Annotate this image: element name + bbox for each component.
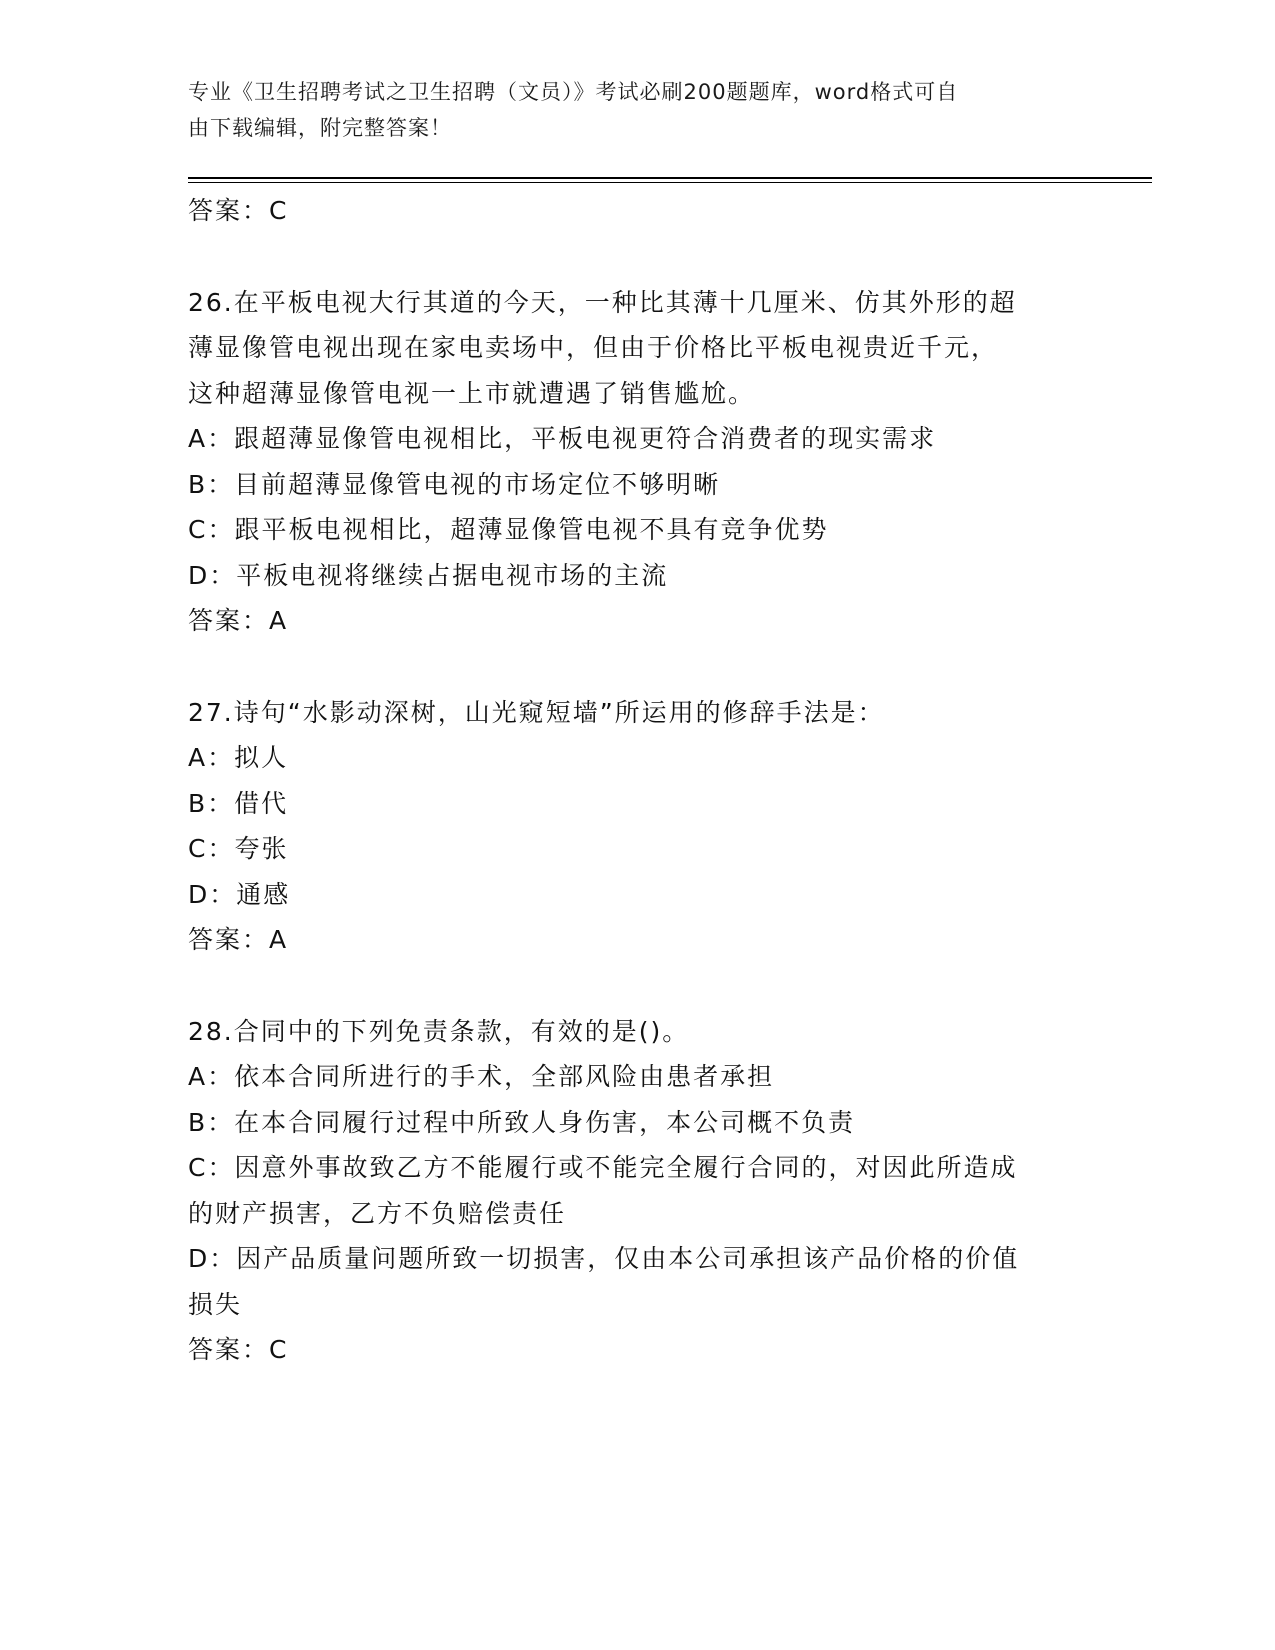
question-block	[188, 1009, 1088, 1373]
header-line-1: 专业《卫生招聘考试之卫生招聘（文员）》考试必刷200题题库，word格式可自	[188, 80, 959, 104]
question-stem-line: 薄显像管电视出现在家电卖场中，但由于价格比平板电视贵近千元，	[188, 333, 999, 362]
option-b: B：在本合同履行过程中所致人身伤害，本公司概不负责	[188, 1107, 856, 1137]
spacer	[188, 644, 1088, 690]
option-d: D：因产品质量问题所致一切损害，仅由本公司承担该产品价格的价值	[188, 1244, 1020, 1273]
option-b: B：目前超薄显像管电视的市场定位不够明晰	[188, 469, 721, 499]
header-line-2: 由下载编辑，附完整答案！	[188, 116, 452, 140]
question-content	[188, 188, 1088, 1373]
option-c-continued: 的财产损害，乙方不负赔偿责任	[188, 1198, 567, 1228]
option-c: C：夸张	[188, 834, 289, 863]
document-header	[188, 74, 1068, 146]
question-block	[188, 690, 1088, 963]
header-divider-thin	[188, 182, 1152, 183]
option-c: C：因意外事故致乙方不能履行或不能完全履行合同的，对因此所造成	[188, 1153, 1018, 1182]
answer-line: 答案：A	[188, 925, 289, 954]
spacer	[188, 234, 1088, 280]
option-d-continued: 损失	[188, 1289, 243, 1319]
option-b: B：借代	[188, 788, 289, 818]
answer-line: 答案：C	[188, 1335, 289, 1364]
header-divider-thick	[188, 177, 1152, 179]
spacer	[188, 963, 1088, 1009]
answer-line: 答案：A	[188, 606, 289, 635]
question-stem-line: 这种超薄显像管电视一上市就遭遇了销售尴尬。	[188, 378, 756, 408]
question-stem-line: 27.诗句“水影动深树，山光窥短墙”所运用的修辞手法是：	[188, 697, 885, 727]
option-d: D：平板电视将继续占据电视市场的主流	[188, 560, 669, 590]
question-block	[188, 280, 1088, 644]
option-c: C：跟平板电视相比，超薄显像管电视不具有竞争优势	[188, 515, 829, 544]
option-d: D：通感	[188, 879, 291, 909]
question-stem-line: 28.合同中的下列免责条款，有效的是()。	[188, 1016, 690, 1046]
option-a: A：跟超薄显像管电视相比，平板电视更符合消费者的现实需求	[188, 424, 937, 453]
option-a: A：拟人	[188, 743, 289, 772]
question-stem-line: 26.在平板电视大行其道的今天，一种比其薄十几厘米、仿其外形的超	[188, 287, 1017, 317]
previous-answer: 答案：C	[188, 196, 289, 225]
option-a: A：依本合同所进行的手术，全部风险由患者承担	[188, 1062, 775, 1091]
